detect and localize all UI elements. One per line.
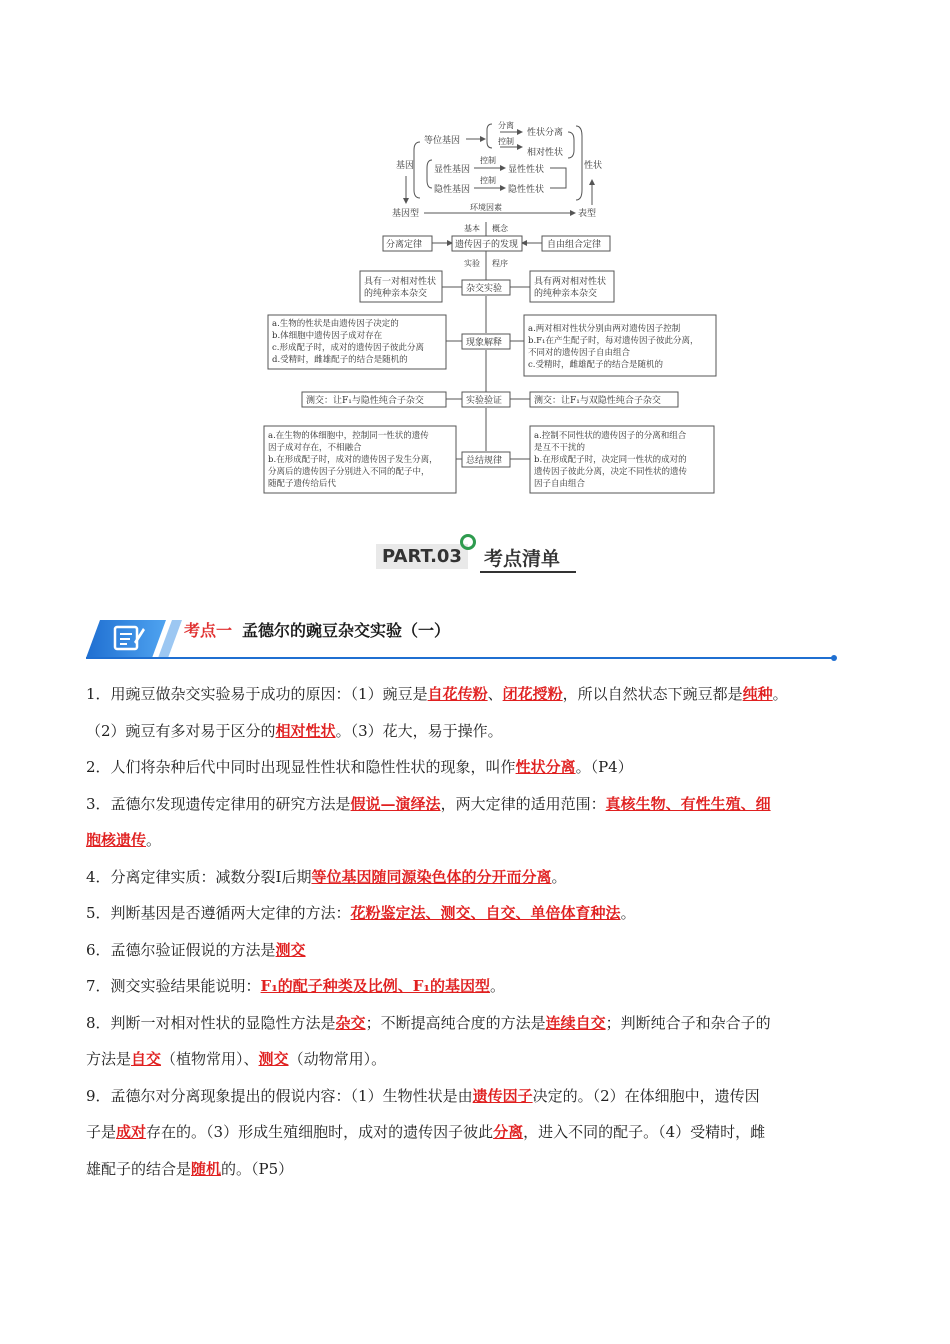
node-zizhu-dinglv: 自由组合定律 <box>547 240 602 250</box>
answer: 纯种 <box>742 685 773 703</box>
text: 。 <box>620 904 636 922</box>
text: 7．测交实验结果能说明： <box>86 977 261 995</box>
right-yanzheng: 测交：让F₁与双隐性纯合子杂交 <box>534 396 661 406</box>
answer: 性状分离 <box>515 758 576 776</box>
text: （2）豌豆有多对易于区分的 <box>86 721 276 740</box>
list-item-9-cont <box>86 1114 866 1151</box>
text: 。 <box>551 867 567 886</box>
right-jieshi-2: b.F₁在产生配子时，每对遗传因子彼此分离， <box>528 336 699 346</box>
text: 雄配子的结合是 <box>86 1159 192 1178</box>
list-item-6 <box>86 932 866 969</box>
section-title <box>184 618 450 641</box>
edge-kongzhi-3: 控制 <box>480 176 496 185</box>
node-dengwei: 等位基因 <box>424 136 461 146</box>
label-gainian: 概念 <box>492 224 508 233</box>
left-zongjie-2: 因子成对存在，不相融合 <box>268 443 362 453</box>
node-faxian: 遗传因子的发现 <box>455 240 519 250</box>
list-item-3-cont <box>86 822 866 859</box>
text: 。（P4） <box>575 758 633 776</box>
node-yinxing-jiyin: 隐性基因 <box>434 185 471 195</box>
answer: 等位基因随同源染色体的分开而分离 <box>311 867 552 886</box>
text: ；判断纯合子和杂合子的 <box>605 1013 771 1032</box>
node-xianxing-jiyin: 显性基因 <box>434 165 471 175</box>
edge-kongzhi-1: 控制 <box>498 137 514 146</box>
list-item-8 <box>86 1005 866 1042</box>
node-zongjie: 总结规律 <box>466 456 503 466</box>
node-yinxing-xingzhuang: 隐性性状 <box>508 185 545 195</box>
text: 6．孟德尔验证假说的方法是 <box>86 940 276 959</box>
answer: 真核生物、有性生殖、细 <box>605 794 771 813</box>
right-zongjie-4: 遗传因子彼此分离，决定不同性状的遗传 <box>534 467 688 477</box>
right-jieshi-4: c.受精时，雌雄配子的结合是随机的 <box>528 360 663 370</box>
text: 2．人们将杂种后代中同时出现显性性状和隐性性状的现象，叫作 <box>86 758 516 776</box>
answer: 胞核遗传 <box>86 831 147 849</box>
section-title-text: 孟德尔的豌豆杂交实验（一） <box>242 621 451 640</box>
answer: 成对 <box>116 1123 147 1141</box>
list-item-1-cont <box>86 713 866 750</box>
answer: 花粉鉴定法、测交、自交、单倍体育种法 <box>350 904 621 922</box>
label-shiyan: 实验 <box>464 259 480 268</box>
answer: 假说—演绎法 <box>350 794 441 813</box>
answer: 自交 <box>131 1050 162 1068</box>
text: （植物常用）、 <box>161 1050 259 1068</box>
answer: 自花传粉 <box>427 685 488 703</box>
edge-kongzhi-2: 控制 <box>480 156 496 165</box>
label-chengxu: 程序 <box>492 259 508 268</box>
node-left-zajiao-1: 具有一对相对性状 <box>364 277 437 287</box>
text: 1．用豌豆做杂交实验易于成功的原因：（1）豌豆是 <box>86 685 428 703</box>
part-title: 考点清单 <box>484 548 561 570</box>
node-xianxing-xingzhuang: 显性性状 <box>508 165 545 175</box>
text: 方法是 <box>86 1050 132 1068</box>
list-item-9-cont2 <box>86 1151 866 1188</box>
text: 、 <box>487 685 503 703</box>
node-xiangdui-xingzhuang: 相对性状 <box>527 148 564 158</box>
text: 。 <box>490 977 506 995</box>
right-zongjie-1: a.控制不同性状的遗传因子的分离和组合 <box>534 431 687 441</box>
text: 存在的。（3）形成生殖细胞时，成对的遗传因子彼此 <box>146 1123 494 1141</box>
answer: F₁的配子种类及比例、F₁的基因型 <box>260 977 490 995</box>
text: 4．分离定律实质：减数分裂Ⅰ后期 <box>86 867 312 886</box>
list-item-8-cont <box>86 1041 866 1078</box>
right-zongjie-5: 因子自由组合 <box>534 479 586 489</box>
edge-huanjing: 环境因素 <box>470 203 502 212</box>
left-zongjie-4: 分离后的遗传因子分别进入不同的配子中， <box>268 467 430 477</box>
text: 子是 <box>86 1123 117 1141</box>
answer: 连续自交 <box>545 1013 606 1032</box>
node-fenli-dinglv: 分离定律 <box>386 240 423 250</box>
answer: 测交 <box>275 940 306 959</box>
left-jieshi-4: d.受精时，雌雄配子的结合是随机的 <box>272 355 408 365</box>
section-prefix: 考点一 <box>184 621 233 640</box>
section-header <box>86 612 846 664</box>
answer: 相对性状 <box>275 721 336 740</box>
right-jieshi-3: 不同对的遗传因子自由组合 <box>528 348 631 358</box>
left-jieshi-2: b.体细胞中遗传因子成对存在 <box>272 331 383 341</box>
list-item-4 <box>86 859 866 896</box>
node-jiyin: 基因 <box>396 161 415 171</box>
list-item-5 <box>86 895 866 932</box>
green-ring-icon <box>460 534 476 550</box>
label-jiben: 基本 <box>464 224 480 233</box>
node-biaoxing: 表型 <box>578 209 597 219</box>
text: 。 <box>146 831 162 849</box>
text: ，进入不同的配子。（4）受精时，雌 <box>523 1123 766 1141</box>
list-item-7 <box>86 968 866 1005</box>
node-xingzhuang: 性状 <box>584 161 603 171</box>
part-header <box>376 540 586 580</box>
node-xianxiang: 现象解释 <box>466 338 503 348</box>
right-jieshi-1: a.两对相对性状分别由两对遗传因子控制 <box>528 324 681 334</box>
list-item-3 <box>86 786 866 823</box>
text: 3．孟德尔发现遗传定律用的研究方法是 <box>86 794 351 813</box>
list-item-9 <box>86 1078 866 1115</box>
concept-map <box>0 0 950 520</box>
text: ，所以自然状态下豌豆都是 <box>562 685 743 703</box>
left-zongjie-3: b.在形成配子时，成对的遗传因子发生分离， <box>268 455 438 465</box>
text: （动物常用）。 <box>288 1050 387 1068</box>
text: 。 <box>772 685 788 703</box>
answer: 杂交 <box>335 1013 366 1032</box>
node-left-zajiao-2: 的纯种亲本杂交 <box>364 289 428 299</box>
left-yanzheng: 测交：让F₁与隐性纯合子杂交 <box>306 396 424 406</box>
right-zongjie-3: b.在形成配子时，决定同一性状的成对的 <box>534 455 687 465</box>
text: 的。（P5） <box>221 1159 294 1178</box>
list-item-1 <box>86 676 866 713</box>
right-zongjie-2: 是互不干扰的 <box>534 443 586 453</box>
part-label: PART.03 <box>376 544 468 569</box>
text: ，两大定律的适用范围： <box>440 794 606 813</box>
answer: 测交 <box>258 1050 289 1068</box>
part-underline <box>480 571 576 573</box>
text: 决定的。（2）在体细胞中，遗传因 <box>532 1086 760 1105</box>
list-item-2 <box>86 749 866 786</box>
text: 。（3）花大，易于操作。 <box>335 721 503 740</box>
node-right-zajiao-2: 的纯种亲本杂交 <box>534 289 598 299</box>
notepad-pen-icon <box>112 622 146 652</box>
left-jieshi-1: a.生物的性状是由遗传因子决定的 <box>272 319 399 329</box>
text: 5．判断基因是否遵循两大定律的方法： <box>86 904 351 922</box>
left-zongjie-1: a.在生物的体细胞中，控制同一性状的遗传 <box>268 431 429 441</box>
node-right-zajiao-1: 具有两对相对性状 <box>534 277 607 287</box>
left-jieshi-3: c.形成配子时，成对的遗传因子彼此分离 <box>272 343 424 353</box>
answer: 随机 <box>191 1159 222 1178</box>
text: ；不断提高纯合度的方法是 <box>365 1013 546 1032</box>
node-xingzhuang-fenli: 性状分离 <box>527 128 564 138</box>
node-yanzheng: 实验验证 <box>466 396 503 406</box>
knowledge-list <box>86 676 866 1187</box>
edge-fenli: 分离 <box>498 121 514 130</box>
answer: 闭花授粉 <box>502 685 563 703</box>
left-zongjie-5: 随配子遗传给后代 <box>268 479 337 489</box>
answer: 分离 <box>493 1123 524 1141</box>
node-jiyinxing: 基因型 <box>392 209 420 219</box>
answer: 遗传因子 <box>472 1086 533 1105</box>
text: 9．孟德尔对分离现象提出的假说内容：（1）生物性状是由 <box>86 1086 473 1105</box>
node-zajiao: 杂交实验 <box>466 284 503 294</box>
text: 8．判断一对相对性状的显隐性方法是 <box>86 1013 336 1032</box>
